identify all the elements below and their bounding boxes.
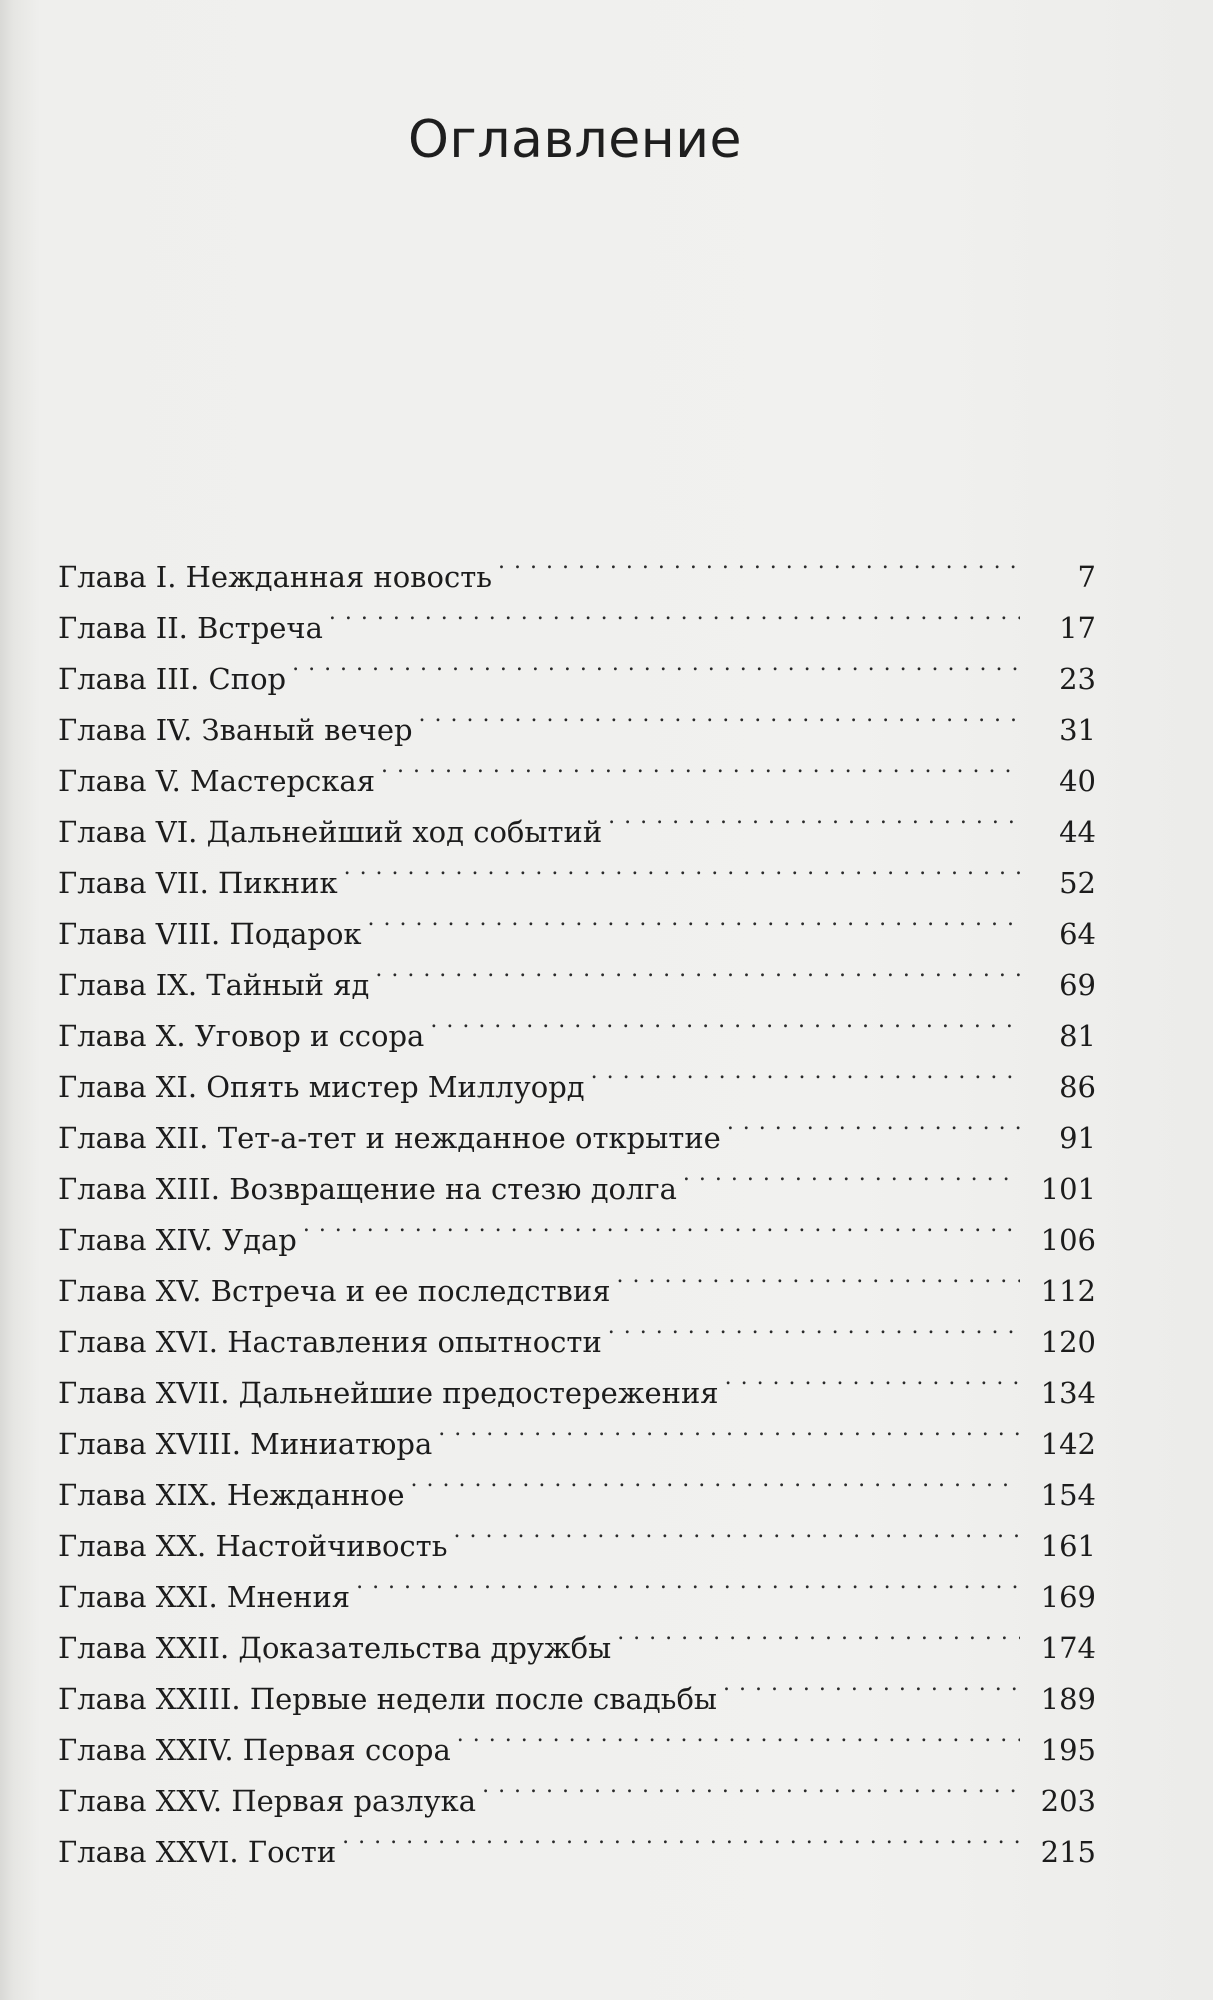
- dot-leader: [342, 1811, 1020, 1862]
- dot-leader: [683, 1148, 1020, 1199]
- dot-leader: [430, 995, 1020, 1046]
- chapter-title: Глава III. Спор: [58, 662, 287, 696]
- page-number: 195: [1040, 1733, 1096, 1767]
- chapter-title: Глава XII. Тет-а-тет и нежданное открытие: [58, 1121, 721, 1155]
- dot-leader: [329, 587, 1020, 638]
- page-number: 142: [1040, 1427, 1096, 1461]
- chapter-title: Глава II. Встреча: [58, 611, 323, 645]
- page-number: 81: [1059, 1019, 1096, 1053]
- page-number: 106: [1040, 1223, 1096, 1257]
- dot-leader: [292, 638, 1020, 689]
- chapter-title: Глава IV. Званый вечер: [58, 713, 413, 747]
- chapter-title: Глава XI. Опять мистер Миллуорд: [58, 1070, 585, 1104]
- dot-leader: [617, 1607, 1020, 1658]
- toc-entry: [58, 536, 1096, 594]
- dot-leader: [375, 944, 1020, 995]
- page-number: 169: [1040, 1580, 1096, 1614]
- dot-leader: [303, 1199, 1020, 1250]
- chapter-title: Глава XIII. Возвращение на стезю долга: [58, 1172, 677, 1206]
- chapter-title: Глава V. Мастерская: [58, 764, 376, 798]
- chapter-title: Глава XXI. Мнения: [58, 1580, 351, 1614]
- dot-leader: [498, 536, 1020, 587]
- page-number: 64: [1059, 917, 1096, 951]
- page-number: 189: [1040, 1682, 1096, 1716]
- page-number: 23: [1059, 662, 1096, 696]
- page-number: 112: [1040, 1274, 1096, 1308]
- dot-leader: [454, 1505, 1021, 1556]
- chapter-title: Глава XIV. Удар: [58, 1223, 297, 1257]
- chapter-title: Глава XVII. Дальнейшие предостережения: [58, 1376, 719, 1410]
- chapter-title: Глава XXVI. Гости: [58, 1835, 337, 1869]
- dot-leader: [608, 1301, 1020, 1352]
- chapter-title: Глава I. Нежданная новость: [58, 560, 493, 594]
- page-number: 86: [1059, 1070, 1096, 1104]
- page-number: 154: [1040, 1478, 1096, 1512]
- page-number: 69: [1059, 968, 1096, 1002]
- table-of-contents: [58, 536, 1096, 1869]
- chapter-title: Глава XXV. Первая разлука: [58, 1784, 477, 1818]
- dot-leader: [368, 893, 1020, 944]
- chapter-title: Глава XXIII. Первые недели после свадьбы: [58, 1682, 717, 1716]
- dot-leader: [356, 1556, 1020, 1607]
- chapter-title: Глава XVI. Наставления опытности: [58, 1325, 602, 1359]
- page-number: 91: [1059, 1121, 1096, 1155]
- page-number: 52: [1059, 866, 1096, 900]
- page-number: 7: [1077, 560, 1096, 594]
- dot-leader: [482, 1760, 1020, 1811]
- chapter-title: Глава VII. Пикник: [58, 866, 338, 900]
- page-number: 203: [1040, 1784, 1096, 1818]
- dot-leader: [727, 1097, 1020, 1148]
- page-number: 120: [1040, 1325, 1096, 1359]
- page-number: 44: [1059, 815, 1096, 849]
- chapter-title: Глава XVIII. Миниатюра: [58, 1427, 433, 1461]
- dot-leader: [419, 689, 1020, 740]
- chapter-title: Глава XX. Настойчивость: [58, 1529, 448, 1563]
- dot-leader: [457, 1709, 1020, 1760]
- dot-leader: [723, 1658, 1020, 1709]
- chapter-title: Глава VI. Дальнейший ход событий: [58, 815, 603, 849]
- chapter-title: Глава VIII. Подарок: [58, 917, 362, 951]
- page-number: 174: [1040, 1631, 1096, 1665]
- chapter-title: Глава X. Уговор и ссора: [58, 1019, 425, 1053]
- page-number: 17: [1059, 611, 1096, 645]
- dot-leader: [381, 740, 1020, 791]
- page-number: 31: [1059, 713, 1096, 747]
- dot-leader: [591, 1046, 1020, 1097]
- chapter-title: Глава XV. Встреча и ее последствия: [58, 1274, 611, 1308]
- chapter-title: Глава XIX. Нежданное: [58, 1478, 405, 1512]
- dot-leader: [438, 1403, 1020, 1454]
- dot-leader: [344, 842, 1020, 893]
- dot-leader: [411, 1454, 1021, 1505]
- dot-leader: [725, 1352, 1020, 1403]
- page-number: 215: [1040, 1835, 1096, 1869]
- page-title: Оглавление: [407, 110, 742, 170]
- page-number: 40: [1059, 764, 1096, 798]
- dot-leader: [617, 1250, 1020, 1301]
- chapter-title: Глава XXII. Доказательства дружбы: [58, 1631, 612, 1665]
- page-number: 134: [1040, 1376, 1096, 1410]
- dot-leader: [608, 791, 1020, 842]
- chapter-title: Глава IX. Тайный яд: [58, 968, 370, 1002]
- chapter-title: Глава XXIV. Первая ссора: [58, 1733, 451, 1767]
- page-number: 101: [1040, 1172, 1096, 1206]
- page-number: 161: [1040, 1529, 1096, 1563]
